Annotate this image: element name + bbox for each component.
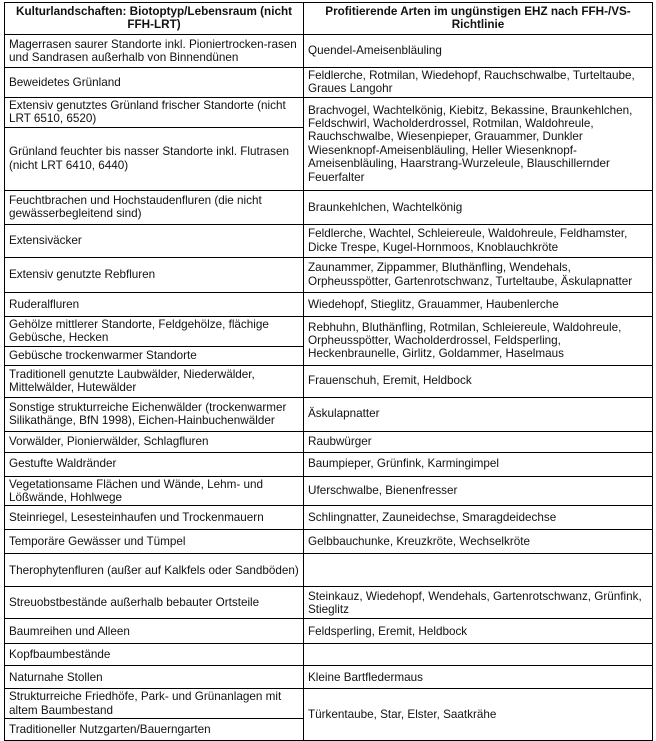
table-row [5, 452, 653, 476]
habitat-species-table [4, 2, 653, 741]
table-row [5, 257, 653, 292]
species-cell: Türkentaube, Star, Elster, Saatkrähe [304, 689, 653, 741]
table-row [5, 476, 653, 506]
table-row [5, 316, 653, 346]
habitat-cell: Steinriegel, Lesesteinhaufen und Trockenmauern [5, 506, 304, 530]
habitat-cell: Baumreihen und Alleen [5, 619, 304, 644]
habitat-cell: Ruderalfluren [5, 292, 304, 316]
table-row [5, 587, 653, 619]
table-row [5, 224, 653, 257]
table-row [5, 292, 653, 316]
table-container [4, 2, 653, 741]
table-row [5, 397, 653, 431]
table-row [5, 97, 653, 127]
table-row [5, 689, 653, 719]
species-cell: Gelbbauchunke, Kreuzkröte, Wechselkröte [304, 530, 653, 554]
species-cell: Wiedehopf, Stieglitz, Grauammer, Haubenlerche [304, 292, 653, 316]
species-cell: Feldsperling, Eremit, Heldbock [304, 619, 653, 644]
habitat-cell: Kopfbaumbestände [5, 644, 304, 666]
species-cell: Baumpieper, Grünfink, Karmingimpel [304, 452, 653, 476]
habitat-cell: Grünland feuchter bis nasser Standorte inkl. Flutrasen (nicht LRT 6410, 6440) [5, 127, 304, 190]
species-cell: Frauenschuh, Eremit, Heldbock [304, 365, 653, 397]
table-row [5, 644, 653, 666]
species-cell: Kleine Bartfledermaus [304, 666, 653, 689]
table-row [5, 35, 653, 68]
habitat-cell: Traditionell genutzte Laubwälder, Niederwälder, Mittelwälder, Hutewälder [5, 365, 304, 397]
habitat-cell: Gehölze mittlerer Standorte, Feldgehölze, flächige Gebüsche, Hecken [5, 316, 304, 346]
species-cell: Uferschwalbe, Bienenfresser [304, 476, 653, 506]
species-cell: Äskulapnatter [304, 397, 653, 431]
table-row [5, 365, 653, 397]
species-cell: Feldlerche, Rotmilan, Wiedehopf, Rauchschwalbe, Turteltaube, Graues Langohr [304, 68, 653, 98]
habitat-cell: Extensiväcker [5, 224, 304, 257]
habitat-cell: Temporäre Gewässer und Tümpel [5, 530, 304, 554]
species-cell: Schlingnatter, Zauneidechse, Smaragdeidechse [304, 506, 653, 530]
column-header-habitat: Kulturlandschaften: Biotoptyp/Lebensraum (nicht FFH-LRT) [5, 3, 304, 35]
habitat-cell: Strukturreiche Friedhöfe, Park- und Grünanlagen mit altem Baumbestand [5, 689, 304, 719]
habitat-cell: Sonstige strukturreiche Eichenwälder (trockenwarmer Silikathänge, BfN 1998), Eichen-Hainbuchenwälder [5, 397, 304, 431]
habitat-cell: Extensiv genutzte Rebfluren [5, 257, 304, 292]
table-row [5, 68, 653, 98]
species-cell: Rebhuhn, Bluthänfling, Rotmilan, Schleiereule, Waldohreule, Orpheusspötter, Wacholderdrossel, Feldsperling, Heckenbraunelle, Girlitz, Goldammer, Haselmaus [304, 316, 653, 365]
table-row [5, 530, 653, 554]
habitat-cell: Streuobstbestände außerhalb bebauter Ortsteile [5, 587, 304, 619]
header-row [5, 3, 653, 35]
column-header-species: Profitierende Arten im ungünstigen EHZ nach FFH-/VS-Richtlinie [304, 3, 653, 35]
habitat-cell: Traditioneller Nutzgarten/Bauerngarten [5, 719, 304, 741]
habitat-cell: Therophytenfluren (außer auf Kalkfels oder Sandböden) [5, 554, 304, 587]
species-cell: Zaunammer, Zippammer, Bluthänfling, Wendehals, Orpheusspötter, Gartenrotschwanz, Turteltaube, Äskulapnatter [304, 257, 653, 292]
table-row [5, 190, 653, 224]
table-row [5, 666, 653, 689]
species-cell: Braunkehlchen, Wachtelkönig [304, 190, 653, 224]
species-cell [304, 554, 653, 587]
habitat-cell: Vorwälder, Pionierwälder, Schlagfluren [5, 431, 304, 452]
habitat-cell: Magerrasen saurer Standorte inkl. Pioniertrocken-rasen und Sandrasen außerhalb von Binnendünen [5, 35, 304, 68]
species-cell: Raubwürger [304, 431, 653, 452]
table-row [5, 506, 653, 530]
species-cell: Steinkauz, Wiedehopf, Wendehals, Gartenrotschwanz, Grünfink, Stieglitz [304, 587, 653, 619]
habitat-cell: Gestufte Waldränder [5, 452, 304, 476]
species-cell [304, 644, 653, 666]
table-row [5, 554, 653, 587]
habitat-cell: Beweidetes Grünland [5, 68, 304, 98]
species-cell: Feldlerche, Wachtel, Schleiereule, Waldohreule, Feldhamster, Dicke Trespe, Kugel-Hornmoos, Knoblauchkröte [304, 224, 653, 257]
table-row [5, 431, 653, 452]
habitat-cell: Vegetationsame Flächen und Wände, Lehm- und Lößwände, Hohlwege [5, 476, 304, 506]
species-cell: Quendel-Ameisenbläuling [304, 35, 653, 68]
table-row [5, 619, 653, 644]
habitat-cell: Feuchtbrachen und Hochstaudenfluren (die nicht gewässerbegleitend sind) [5, 190, 304, 224]
habitat-cell: Gebüsche trockenwarmer Standorte [5, 346, 304, 365]
habitat-cell: Extensiv genutztes Grünland frischer Standorte (nicht LRT 6510, 6520) [5, 97, 304, 127]
species-cell: Brachvogel, Wachtelkönig, Kiebitz, Bekassine, Braunkehlchen, Feldschwirl, Wacholderdrossel, Rotmilan, Waldohreule, Rauchschwalbe, Wiesenpieper, Grauammer, Dunkler Wiesenknopf-Ameisenbläuling, Heller Wiesenknopf-Ameisenbläuling, Haarstrang-Wurzeleule, Blauschillernder Feuerfalter [304, 97, 653, 190]
habitat-cell: Naturnahe Stollen [5, 666, 304, 689]
